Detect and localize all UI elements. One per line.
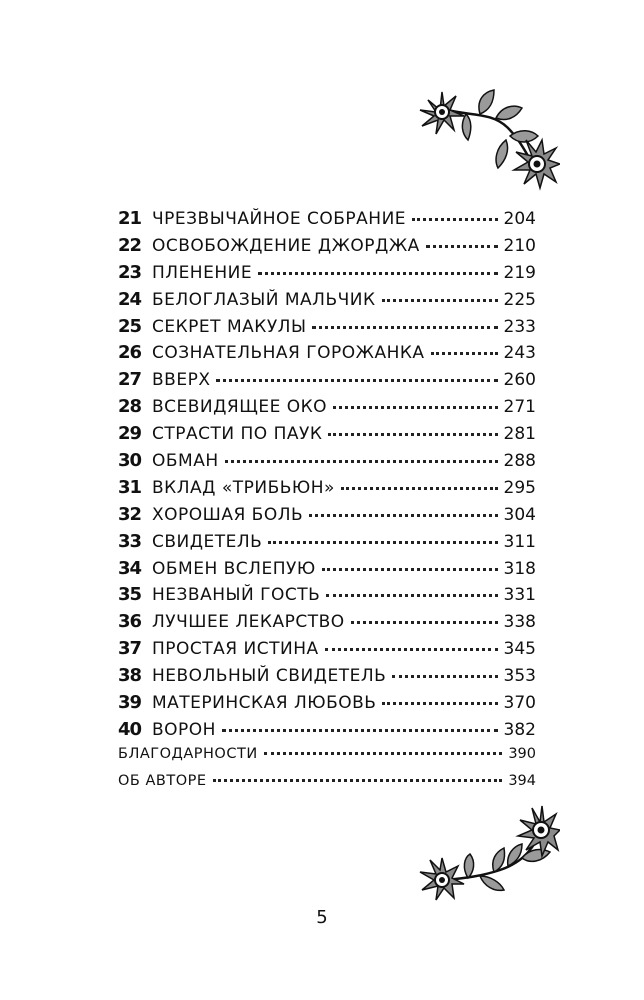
floral-ornament-top-icon xyxy=(410,70,560,200)
toc-entry-25[interactable] xyxy=(118,316,536,343)
chapter-title: ВКЛАД «ТРИБЬЮН» xyxy=(152,477,335,498)
page-ref: 394 xyxy=(508,772,536,789)
page-ref: 233 xyxy=(503,316,536,337)
chapter-number: 23 xyxy=(118,261,142,283)
chapter-title: ВОРОН xyxy=(152,719,216,740)
page-ref: 353 xyxy=(503,666,536,687)
chapter-number: 32 xyxy=(118,503,142,525)
chapter-number: 31 xyxy=(118,476,142,498)
page-ref: 382 xyxy=(503,719,536,740)
toc-entry-26[interactable] xyxy=(118,342,536,369)
dot-leader xyxy=(268,540,497,544)
toc-entry-24[interactable] xyxy=(118,289,536,316)
page-ref: 390 xyxy=(508,745,536,762)
chapter-number: 33 xyxy=(118,530,142,552)
page-ref: 304 xyxy=(503,504,536,525)
chapter-number: 27 xyxy=(118,369,142,391)
toc-entry-30[interactable] xyxy=(118,450,536,477)
toc-entry-27[interactable] xyxy=(118,369,536,396)
toc-entry-21[interactable] xyxy=(118,208,536,235)
dot-leader xyxy=(309,513,497,517)
toc-entry-acknowledgments[interactable] xyxy=(118,746,536,773)
toc-entry-23[interactable] xyxy=(118,262,536,289)
page-ref: 260 xyxy=(503,370,536,391)
page-ref: 210 xyxy=(503,235,536,256)
page-ref: 219 xyxy=(503,262,536,283)
dot-leader xyxy=(326,593,497,597)
chapter-title: ОСВОБОЖДЕНИЕ ДЖОРДЖА xyxy=(152,235,420,256)
page-ref: 204 xyxy=(503,209,536,229)
toc-entry-about-author[interactable] xyxy=(118,773,536,800)
toc-entry-31[interactable] xyxy=(118,477,536,504)
dot-leader xyxy=(325,647,498,651)
chapter-title: ЛУЧШЕЕ ЛЕКАРСТВО xyxy=(152,612,345,633)
page-ref: 331 xyxy=(503,585,536,606)
dot-leader xyxy=(225,459,498,463)
chapter-title: ПЛЕНЕНИЕ xyxy=(152,262,253,283)
page-ref: 271 xyxy=(503,397,536,418)
toc-entry-36[interactable] xyxy=(118,611,536,638)
chapter-title: СЕКРЕТ МАКУЛЫ xyxy=(152,316,307,337)
page-ref: 243 xyxy=(503,343,536,364)
toc-entry-40[interactable] xyxy=(118,719,536,746)
chapter-title: СТРАСТИ ПО ПАУК xyxy=(152,424,323,445)
page-ref: 225 xyxy=(503,289,536,310)
chapter-number: 24 xyxy=(118,288,142,310)
chapter-number: 37 xyxy=(118,638,142,660)
chapter-title: ВСЕВИДЯЩЕЕ ОКО xyxy=(152,397,328,418)
chapter-title: МАТЕРИНСКАЯ ЛЮБОВЬ xyxy=(152,693,377,714)
dot-leader xyxy=(213,778,503,782)
dot-leader xyxy=(341,486,498,490)
dot-leader xyxy=(264,751,503,755)
chapter-title: СВИДЕТЕЛЬ xyxy=(152,531,263,552)
toc-entry-38[interactable] xyxy=(118,665,536,692)
chapter-title: ОБМАН xyxy=(152,451,219,472)
dot-leader xyxy=(382,701,497,705)
chapter-title: НЕЗВАНЫЙ ГОСТЬ xyxy=(152,585,321,606)
chapter-number: 25 xyxy=(118,315,142,337)
chapter-title: ХОРОШАЯ БОЛЬ xyxy=(152,504,304,525)
chapter-number: 36 xyxy=(118,611,142,633)
chapter-number: 35 xyxy=(118,584,142,606)
chapter-number: 38 xyxy=(118,665,142,687)
toc-entry-33[interactable] xyxy=(118,531,536,558)
chapter-number: 28 xyxy=(118,396,142,418)
dot-leader xyxy=(222,728,498,732)
toc-entry-37[interactable] xyxy=(118,638,536,665)
chapter-title: НЕВОЛЬНЫЙ СВИДЕТЕЛЬ xyxy=(152,666,387,687)
page-ref: 370 xyxy=(503,693,536,714)
page-number: 5 xyxy=(316,907,328,928)
chapter-title: ЧРЕЗВЫЧАЙНОЕ СОБРАНИЕ xyxy=(152,209,407,229)
section-title: ОБ АВТОРЕ xyxy=(118,772,207,789)
chapter-title: СОЗНАТЕЛЬНАЯ ГОРОЖАНКА xyxy=(152,343,425,364)
dot-leader xyxy=(431,351,498,355)
page-ref: 338 xyxy=(503,612,536,633)
dot-leader xyxy=(412,217,497,221)
dot-leader xyxy=(382,298,498,302)
page-ref: 311 xyxy=(503,531,536,552)
dot-leader xyxy=(333,405,497,409)
page-ref: 345 xyxy=(503,639,536,660)
chapter-number: 40 xyxy=(118,718,142,740)
dot-leader xyxy=(258,271,497,275)
dot-leader xyxy=(392,674,497,678)
dot-leader xyxy=(322,567,498,571)
page-ref: 318 xyxy=(503,558,536,579)
toc-entry-35[interactable] xyxy=(118,584,536,611)
toc-entry-28[interactable] xyxy=(118,396,536,423)
floral-ornament-bottom-icon xyxy=(410,800,560,910)
chapter-title: ОБМЕН ВСЛЕПУЮ xyxy=(152,558,316,579)
dot-leader xyxy=(351,620,498,624)
chapter-number: 29 xyxy=(118,423,142,445)
chapter-number: 34 xyxy=(118,557,142,579)
toc-entry-29[interactable] xyxy=(118,423,536,450)
chapter-title: ВВЕРХ xyxy=(152,370,211,391)
table-of-contents xyxy=(118,208,536,800)
chapter-title: ПРОСТАЯ ИСТИНА xyxy=(152,639,319,660)
page-ref: 288 xyxy=(503,451,536,472)
toc-entry-34[interactable] xyxy=(118,558,536,585)
dot-leader xyxy=(426,244,498,248)
chapter-title: БЕЛОГЛАЗЫЙ МАЛЬЧИК xyxy=(152,289,376,310)
dot-leader xyxy=(216,378,497,382)
section-title: БЛАГОДАРНОСТИ xyxy=(118,745,258,762)
chapter-number: 26 xyxy=(118,342,142,364)
toc-entry-39[interactable] xyxy=(118,692,536,719)
dot-leader xyxy=(312,325,497,329)
chapter-number: 39 xyxy=(118,692,142,714)
page-ref: 295 xyxy=(503,477,536,498)
dot-leader xyxy=(328,432,497,436)
page-ref: 281 xyxy=(503,424,536,445)
chapter-number: 21 xyxy=(118,208,142,229)
chapter-number: 30 xyxy=(118,450,142,472)
toc-entry-22[interactable] xyxy=(118,235,536,262)
chapter-number: 22 xyxy=(118,234,142,256)
toc-entry-32[interactable] xyxy=(118,504,536,531)
